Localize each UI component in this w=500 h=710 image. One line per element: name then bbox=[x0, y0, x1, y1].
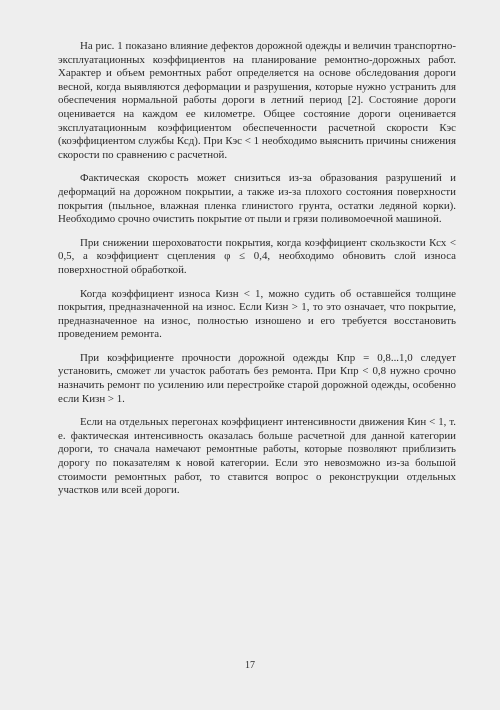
paragraph-4: Когда коэффициент износа Кизн < 1, можно судить об оставшейся толщине покрытия, предназначенной на износ. Если Кизн > 1, то это означает, что покрытие, предназначенное на износ, полностью изношено и его требуется восстановить проведением ремонта. bbox=[58, 287, 456, 341]
paragraph-5: При коэффициенте прочности дорожной одежды Кпр = 0,8...1,0 следует установить, сможет ли участок работать без ремонта. При Кпр < 0,8 нужно срочно назначить ремонт по усилению или перестройке старой дорожной одежды, особенно если Кизн > 1. bbox=[58, 351, 456, 405]
body-text bbox=[58, 40, 456, 508]
paragraph-6: Если на отдельных перегонах коэффициент интенсивности движения Кин < 1, т. е. фактическая интенсивность оказалась больше расчетной для данной категории дороги, то сначала намечают ремонтные работы, которые позволяют приблизить дорогу по показателям к новой категории. Если это невозможно из-за большой стоимости ремонтных работ, то ставится вопрос о реконструкции отдельных участков или всей дороги. bbox=[58, 416, 456, 497]
page-number: 17 bbox=[245, 660, 255, 671]
paragraph-1: На рис. 1 показано влияние дефектов дорожной одежды и величин транспортно-эксплуатационных коэффициентов на планирование ремонтно-дорожных работ. Характер и объем ремонтных работ определяется на основе обследования дороги весной, когда выявляются деформации и разрушения, которые нужно устранить для обеспечения нормальной работы дороги в летний период [2]. Состояние дороги оценивается на каждом ее километре. Общее состояние дороги оценивается эксплуатационным коэффициентом обеспеченности расчетной скорости Кэс (коэффициентом службы Ксд). При Кэс < 1 необходимо выяснить причины снижения скорости по сравнению с расчетной. bbox=[58, 40, 456, 161]
paragraph-3: При снижении шероховатости покрытия, когда коэффициент скользкости Ксх < 0,5, а коэффициент сцепления φ ≤ 0,4, необходимо обновить слой износа поверхностной обработкой. bbox=[58, 236, 456, 276]
paragraph-2: Фактическая скорость может снизиться из-за образования разрушений и деформаций на дорожном покрытии, а также из-за плохого состояния поверхности покрытия (пыльное, влажная пленка глинистого грунта, остатки ледяной корки). Необходимо срочно очистить покрытие от пыли и грязи поливомоечной машиной. bbox=[58, 172, 456, 226]
